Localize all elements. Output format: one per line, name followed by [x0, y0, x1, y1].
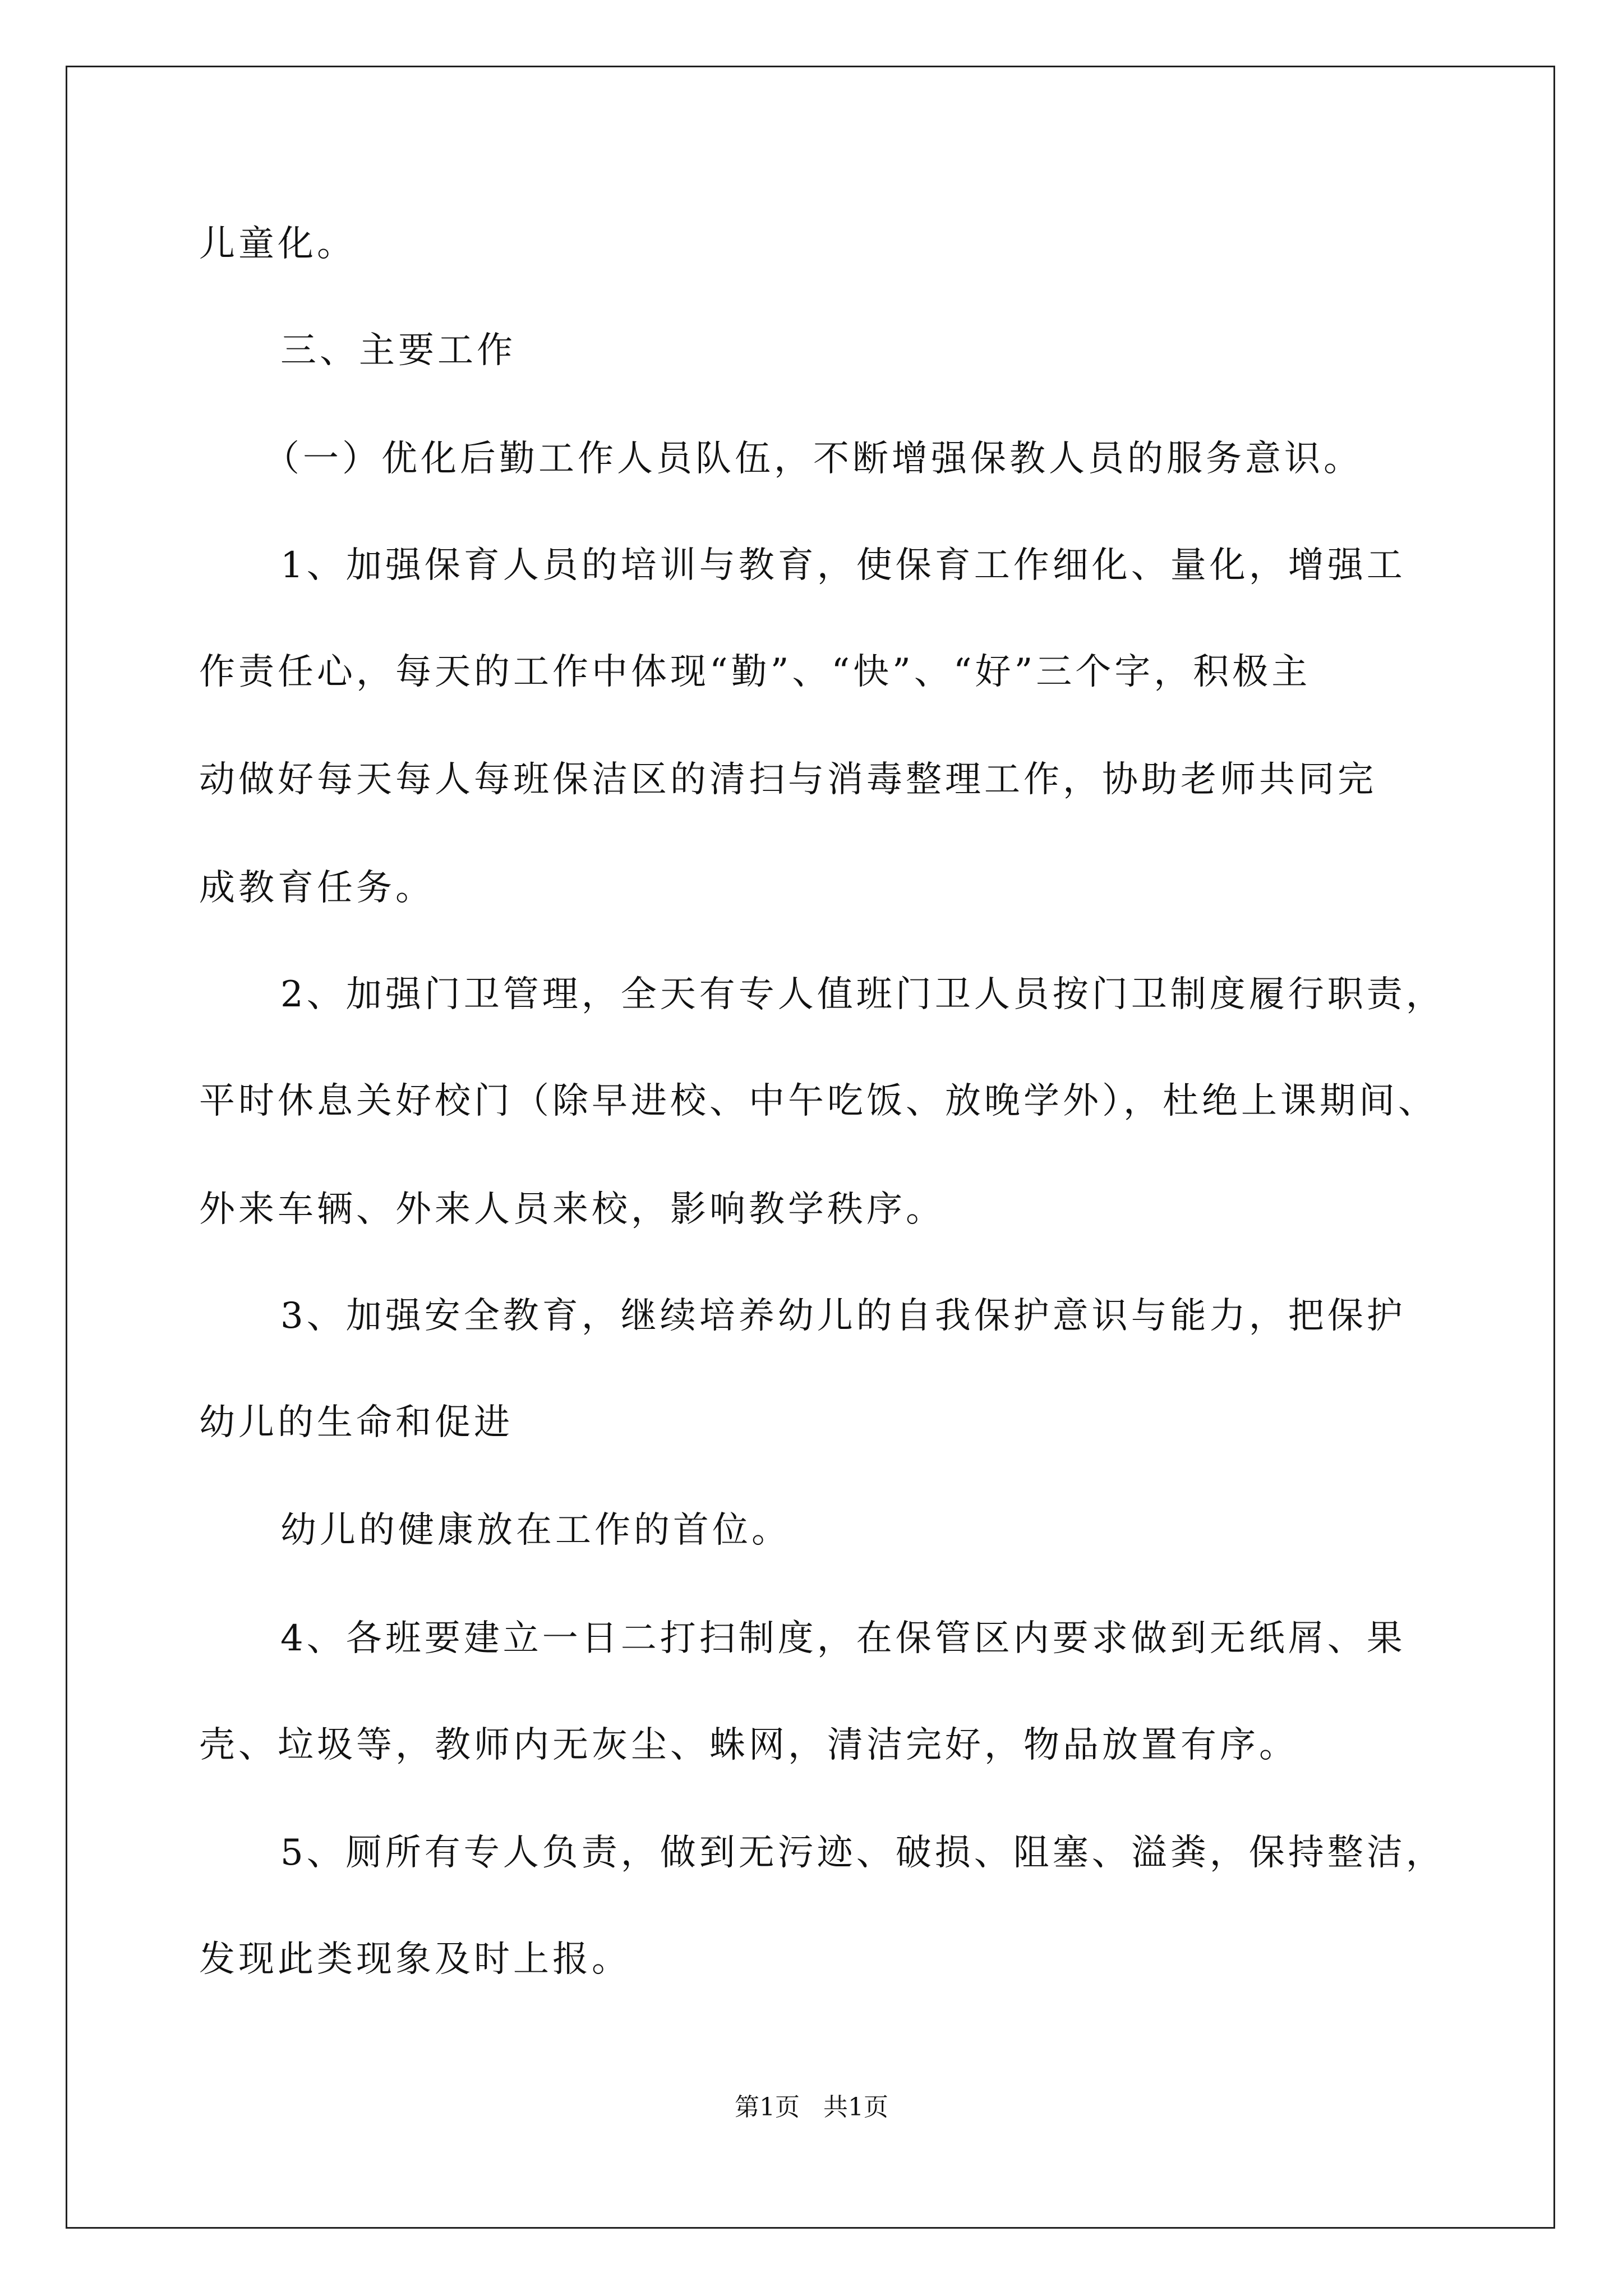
paragraph-1-line-2: 作责任心，每天的工作中体现“勤”、“快”、“好”三个字，积极主 [199, 651, 1311, 693]
paragraph-5-line-2: 发现此类现象及时上报。 [199, 1939, 631, 1980]
paragraph-4-line-2: 壳、垃圾等，教师内无灰尘、蛛网，清洁完好，物品放置有序。 [199, 1724, 1298, 1766]
paragraph-5-line-1: 5、厕所有专人负责，做到无污迹、破损、阻塞、溢粪，保持整洁， [280, 1832, 1445, 1874]
section-heading: 三、主要工作 [280, 330, 516, 371]
paragraph-3-line-2: 幼儿的生命和促进 [199, 1402, 513, 1443]
paragraph-2-line-2: 平时休息关好校门（除早进校、中午吃饭、放晚学外），杜绝上课期间、 [199, 1080, 1437, 1122]
paragraph-3-line-1: 3、加强安全教育，继续培养幼儿的自我保护意识与能力，把保护 [280, 1295, 1406, 1337]
page-footer: 第1页 共1页 [735, 2093, 888, 2122]
page-border [66, 66, 1555, 2229]
paragraph-3-line-3: 幼儿的健康放在工作的首位。 [280, 1510, 791, 1551]
paragraph-2-line-1: 2、加强门卫管理，全天有专人值班门卫人员按门卫制度履行职责， [280, 974, 1445, 1015]
subsection-heading: （一）优化后勤工作人员队伍，不断增强保教人员的服务意识。 [264, 438, 1363, 480]
paragraph-4-line-1: 4、各班要建立一日二打扫制度，在保管区内要求做到无纸屑、果 [280, 1618, 1406, 1659]
paragraph-1-line-3: 动做好每天每人每班保洁区的清扫与消毒整理工作，协助老师共同完 [199, 759, 1377, 800]
paragraph-1-line-4: 成教育任务。 [199, 867, 435, 909]
paragraph-1-line-1: 1、加强保育人员的培训与教育，使保育工作细化、量化，增强工 [280, 545, 1406, 586]
paragraph-2-line-3: 外来车辆、外来人员来校，影响教学秩序。 [199, 1189, 945, 1230]
text-line-continuation: 儿童化。 [199, 223, 356, 265]
